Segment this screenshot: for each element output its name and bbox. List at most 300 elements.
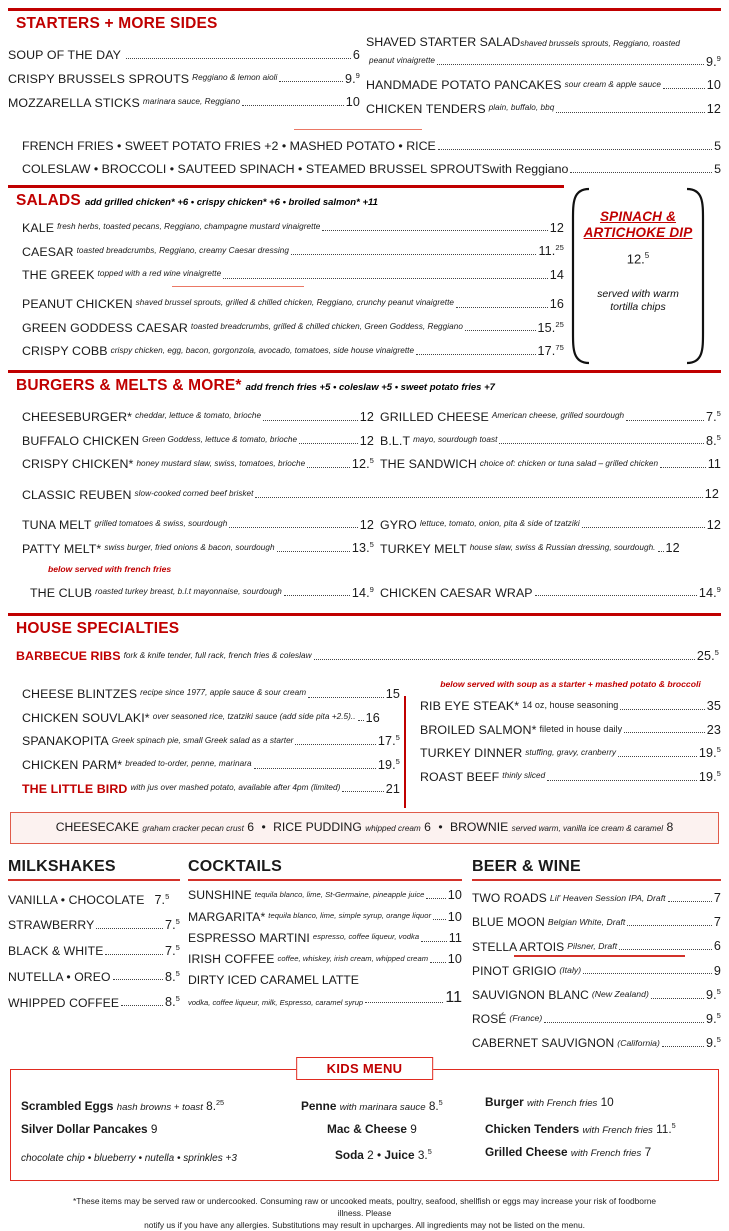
item-desc: choice of: chicken or tuna salad – grilled chicken — [479, 458, 659, 468]
item-name: CRISPY CHICKEN* — [22, 457, 134, 472]
item-desc: shaved brussel sprouts, grilled & chilled chicken, Reggiano, crunchy peanut vinaigrette — [135, 298, 455, 308]
item-name: CHEESE BLINTZES — [22, 687, 138, 702]
item-price: 14.$^9$ — [698, 584, 721, 600]
menu-item — [22, 755, 400, 772]
menu-item — [8, 484, 721, 501]
dot-leader — [322, 230, 547, 231]
item-name: BROWNIE — [449, 820, 509, 835]
item-name: MARGARITA* — [188, 909, 266, 924]
section-title-text: SALADS — [16, 192, 81, 210]
item-desc: with jus over mashed potato, available after 4pm (limited) — [130, 783, 341, 793]
menu-item — [301, 1122, 481, 1137]
section-title-burgers — [8, 377, 721, 396]
item-price: 19.$^5$ — [698, 745, 721, 761]
item-price: 7 — [713, 915, 721, 930]
item-price: 10 — [447, 909, 462, 924]
item-price: 12 — [359, 433, 374, 448]
item-desc: grilled tomatoes & swiss, sourdough — [94, 519, 228, 529]
burgers-columns-2 — [8, 508, 721, 562]
burgers-left-2 — [22, 508, 374, 562]
footer-disclaimer — [8, 1195, 721, 1231]
item-desc: slow-cooked corned beef brisket — [134, 488, 254, 498]
dot-leader — [570, 172, 712, 173]
item-name: B.L.T — [380, 433, 411, 448]
menu-item — [420, 720, 721, 737]
item-price: 10 — [447, 888, 462, 903]
item-name: WHIPPED COFFEE — [8, 995, 120, 1010]
item-name: DIRTY ICED CARAMEL LATTE — [188, 972, 359, 987]
burgers-left-3 — [30, 576, 374, 606]
item-name: CHICKEN SOUVLAKI* — [22, 710, 150, 725]
item-name: TURKEY MELT — [380, 541, 467, 556]
dot-leader — [626, 420, 704, 421]
kids-menu-box — [10, 1061, 719, 1181]
disclaimer-line-2: notify us if you have any allergies. Substitutions may result in upcharges. All ingredients may not be listed on the menu. — [144, 1220, 585, 1231]
menu-item — [472, 912, 721, 929]
item-price: 9.$^5$ — [705, 1011, 721, 1027]
item-name: CHICKEN PARM* — [22, 758, 123, 773]
item-name: THE CLUB — [30, 585, 93, 600]
item-price: 7.$^5$ — [164, 917, 180, 933]
dot-leader — [547, 780, 697, 781]
item-name: STELLA ARTOIS — [472, 939, 565, 954]
dessert-strip — [10, 812, 719, 844]
item-desc: whipped cream — [365, 824, 421, 834]
column-divider — [404, 696, 406, 808]
section-title-cocktails: COCKTAILS — [188, 858, 282, 876]
item-price: 11.25 — [538, 243, 564, 259]
item-name: CHICKEN CAESAR WRAP — [380, 585, 533, 600]
item-desc: roasted turkey breast, b.l.t mayonnaise, sourdough — [95, 586, 282, 596]
section-rule — [472, 879, 721, 881]
item-price: 8.$^5$ — [164, 994, 180, 1010]
dot-leader — [416, 354, 535, 355]
item-name: SOUP OF THE DAY — [8, 48, 122, 63]
item-desc: swiss burger, fried onions & bacon, sourdough — [104, 542, 275, 552]
dot-leader — [556, 112, 704, 113]
menu-item — [21, 1122, 301, 1137]
dot-leader — [223, 278, 548, 279]
section-subtitle: add french fries +5 • coleslaw +5 • sweet potato fries +7 — [245, 382, 495, 394]
item-price: 11.$^5$ — [656, 1121, 676, 1137]
menu-item — [472, 961, 721, 978]
menu-item — [366, 75, 721, 92]
item-name: GREEN GODDESS CAESAR — [22, 320, 188, 335]
menu-item — [8, 915, 180, 932]
item-price: 9.$^9$ — [344, 70, 360, 86]
item-price: 12 — [665, 541, 680, 556]
section-rule — [8, 370, 721, 373]
item-name: Grilled Cheese — [485, 1145, 568, 1160]
item-price: 6 — [247, 820, 255, 835]
menu-item — [22, 515, 374, 532]
item-price: 16 — [365, 710, 380, 725]
section-title-starters: STARTERS + MORE SIDES — [16, 15, 218, 32]
dot-leader — [456, 307, 548, 308]
item-name: SAUVIGNON BLANC — [472, 988, 589, 1003]
beer-wine-column — [462, 858, 721, 1057]
item-price: 9.$^9$ — [705, 53, 721, 69]
dot-leader — [358, 720, 364, 721]
item-desc: marinara sauce, Reggiano — [142, 96, 241, 106]
menu-item — [380, 407, 721, 424]
item-name-juice: Juice — [384, 1148, 415, 1163]
item-name: Silver Dollar Pancakes — [21, 1122, 148, 1137]
item-desc: with French fries — [526, 1098, 598, 1110]
dip-title-line2: ARTICHOKE DIP — [583, 225, 693, 241]
item-name: BUFFALO CHICKEN — [22, 433, 140, 448]
dot-leader — [279, 81, 343, 82]
dot-leader — [295, 744, 375, 745]
section-rule — [8, 613, 721, 616]
menu-item — [485, 1118, 708, 1138]
menu-item — [380, 583, 721, 600]
dot-leader — [121, 1005, 163, 1006]
burgers-left — [22, 400, 374, 478]
item-name: PATTY MELT* — [22, 541, 102, 556]
starters-grid — [8, 32, 721, 123]
item-price: 23 — [706, 722, 721, 737]
item-desc: vodka, coffee liqueur, milk, Espresso, caramel syrup — [188, 997, 364, 1007]
item-desc: sour cream & apple sauce — [564, 79, 661, 89]
menu-item — [22, 241, 564, 258]
item-desc: with marinara sauce — [339, 1102, 426, 1114]
cocktails-column — [180, 858, 462, 1057]
item-price: 11 — [707, 457, 721, 472]
dot-leader — [619, 949, 712, 950]
item-price: 7.$^5$ — [164, 942, 180, 959]
kids-column-3 — [481, 1088, 708, 1170]
item-name: CHICKEN TENDERS — [366, 102, 486, 117]
item-name: CRISPY COBB — [22, 344, 108, 359]
item-price: 12 — [359, 410, 374, 425]
menu-item — [420, 767, 721, 784]
house-left — [22, 670, 400, 802]
item-name: MOZZARELLA STICKS — [8, 95, 140, 110]
item-desc: 14 oz, house seasoning — [522, 700, 619, 711]
menu-item — [366, 36, 721, 69]
burgers-right-3 — [374, 576, 721, 606]
dot-leader — [433, 919, 446, 920]
menu-item — [22, 684, 400, 701]
milkshakes-column — [8, 858, 180, 1057]
item-desc: tequila blanco, lime, St-Germaine, pineapple juice — [254, 889, 425, 899]
disclaimer-line-1: *These items may be served raw or undercooked. Consuming raw or uncooked meats, poultry, seafood, shellfish or eggs may increase your risk of foodborne illness. Please — [72, 1196, 657, 1219]
dot-leader — [242, 105, 344, 106]
item-price: 8.$^5$ — [164, 968, 180, 984]
menu-item — [22, 731, 400, 748]
item-name: CLASSIC REUBEN — [22, 487, 132, 502]
section-salads — [8, 185, 721, 358]
item-desc-line2: peanut vinaigrette — [369, 55, 435, 65]
dot-leader — [126, 58, 351, 59]
accent-divider — [294, 129, 422, 131]
item-name: SHAVED STARTER SALAD — [366, 35, 521, 49]
item-name: CAESAR — [22, 244, 74, 259]
dot-leader — [146, 902, 152, 903]
item-name: BLUE MOON — [472, 915, 545, 930]
dot-leader — [291, 254, 536, 255]
item-desc: topped with a red wine vinaigrette — [97, 269, 222, 279]
menu-item — [188, 952, 462, 967]
section-subtitle: add grilled chicken* +6 • crispy chicken* +6 • broiled salmon* +11 — [84, 197, 378, 209]
item-price: 13.$^5$ — [351, 540, 374, 556]
burgers-right-2 — [374, 508, 721, 562]
item-price: 10 — [600, 1095, 614, 1110]
item-name: Chicken Tenders — [485, 1122, 580, 1137]
dot-leader — [342, 791, 383, 792]
menu-item — [472, 888, 721, 905]
item-price: 12 — [359, 517, 374, 532]
menu-item — [22, 265, 564, 282]
item-price: 5 — [714, 139, 721, 154]
dessert-item — [273, 820, 431, 834]
dot-leader — [254, 768, 376, 769]
item-desc: Belgian White, Draft — [547, 916, 626, 927]
item-desc: toasted breadcrumbs, grilled & chilled chicken, Green Goddess, Reggiano — [190, 321, 463, 331]
item-price: 8.25 — [206, 1098, 225, 1114]
item-desc: served warm, vanilla ice cream & caramel — [511, 824, 664, 834]
dot-leader — [583, 973, 712, 974]
menu-item — [188, 930, 462, 945]
menu-item — [380, 515, 721, 532]
item-price-juice: 3.$^5$ — [417, 1147, 432, 1163]
burgers-columns — [8, 400, 721, 478]
item-name: HANDMADE POTATO PANCAKES — [366, 78, 562, 93]
item-price: 35 — [706, 699, 721, 714]
dot-leader — [624, 732, 705, 733]
menu-item — [472, 1009, 721, 1026]
dessert-item — [56, 820, 254, 834]
item-name: PEANUT CHICKEN — [22, 297, 133, 311]
menu-item — [30, 583, 374, 600]
item-price: 25.$^5$ — [696, 648, 719, 664]
kids-column-1 — [21, 1088, 301, 1170]
menu-item — [301, 1095, 481, 1115]
menu-item — [188, 888, 462, 903]
item-price: 6 — [713, 939, 721, 954]
left-bracket-icon — [565, 187, 591, 365]
item-price: 16 — [549, 297, 564, 311]
item-price: 9 — [713, 963, 721, 978]
menu-item — [472, 936, 721, 953]
item-desc: coffee, whiskey, irish cream, whipped cream — [277, 953, 429, 963]
item-price: 12 — [706, 517, 721, 532]
dot-leader — [535, 595, 697, 596]
menu-item — [22, 407, 374, 424]
menu-item — [8, 890, 180, 907]
item-name: Scrambled Eggs — [21, 1099, 114, 1114]
item-price: 11 — [445, 988, 462, 1006]
menu-item — [380, 431, 721, 448]
item-name: VANILLA • CHOCOLATE — [8, 892, 145, 907]
item-desc: (France) — [509, 1013, 543, 1024]
item-price: 14.$^9$ — [351, 584, 374, 600]
item-desc: cheddar, lettuce & tomato, brioche — [135, 411, 262, 421]
item-desc — [121, 61, 124, 62]
item-price: 5 — [714, 162, 721, 177]
bullet-separator: • — [438, 820, 443, 835]
item-name: CHEESECAKE — [55, 820, 139, 835]
item-desc: (New Zealand) — [591, 989, 649, 1000]
item-name: TURKEY DINNER — [420, 746, 523, 761]
item-price: 7.$^5$ — [705, 408, 721, 425]
dot-leader — [308, 697, 384, 698]
item-desc: American cheese, grilled sourdough — [491, 411, 625, 421]
menu-item-feature — [8, 646, 721, 663]
dot-leader — [627, 925, 712, 926]
item-price: 8 — [666, 820, 674, 835]
item-desc: recipe since 1977, apple sauce & sour cream — [140, 688, 307, 698]
menu-item — [366, 99, 721, 116]
kids-pancake-options: chocolate chip • blueberry • nutella • sprinkles +3 — [21, 1153, 237, 1165]
item-name: CABERNET SAUVIGNON — [472, 1036, 615, 1051]
dot-leader — [651, 998, 704, 999]
item-desc: toasted breadcrumbs, Reggiano, creamy Caesar dressing — [76, 245, 290, 255]
item-price: 10 — [706, 78, 721, 93]
section-rule — [8, 185, 564, 188]
menu-item — [8, 69, 360, 86]
item-desc: thinly sliced — [502, 771, 546, 781]
dot-leader — [277, 551, 350, 552]
section-title-text: BURGERS & MELTS & MORE* — [16, 377, 242, 395]
item-price: 19.$^5$ — [698, 768, 721, 785]
item-name: THE SANDWICH — [380, 457, 477, 472]
item-price: 15 — [385, 687, 400, 702]
dot-leader — [582, 527, 705, 528]
item-name: KALE — [22, 220, 55, 235]
menu-item — [188, 989, 462, 1007]
section-rule — [8, 8, 721, 11]
menu-item — [22, 538, 374, 555]
dot-leader — [499, 443, 704, 444]
item-price: 7.$^5$ — [154, 891, 170, 907]
item-name: GYRO — [380, 517, 417, 532]
menu-item — [8, 941, 180, 958]
dot-leader — [662, 1046, 704, 1047]
item-price: 21 — [385, 781, 400, 796]
item-name: TWO ROADS — [472, 891, 547, 906]
item-name: FRENCH FRIES • SWEET POTATO FRIES +2 • MASHED POTATO • RICE — [22, 139, 436, 154]
item-name: Mac & Cheese — [327, 1122, 407, 1137]
item-desc: Reggiano & lemon aioli — [192, 73, 278, 83]
item-name: IRISH COFFEE — [188, 952, 275, 967]
dot-leader — [263, 420, 358, 421]
section-rule — [188, 879, 462, 881]
dot-leader — [105, 954, 163, 955]
section-title-milkshakes: MILKSHAKES — [8, 858, 116, 876]
menu-item — [420, 743, 721, 760]
item-price: 12 — [704, 487, 719, 502]
dot-leader — [421, 941, 447, 942]
item-desc: plain, buffalo, bbq — [488, 103, 555, 113]
item-name: RICE PUDDING — [273, 820, 362, 835]
item-desc: Lil' Heaven Session IPA, Draft — [549, 892, 666, 903]
item-desc: fork & knife tender, full rack, french fries & coleslaw — [123, 650, 312, 660]
house-note: below served with soup as a starter + mashed potato & broccoli — [440, 678, 701, 689]
item-desc-line1: shaved brussels sprouts, Reggiano, roasted — [520, 39, 680, 48]
item-price: 8.$^5$ — [428, 1098, 443, 1114]
item-name: ROSÉ — [472, 1012, 507, 1027]
menu-item — [380, 538, 721, 555]
item-price: 8.$^5$ — [705, 432, 721, 448]
item-name: GRILLED CHEESE — [380, 410, 489, 425]
salads-list — [8, 218, 564, 359]
dessert-item — [450, 820, 673, 834]
item-desc: Green Goddess, lettuce & tomato, brioche — [142, 434, 298, 444]
drinks-section — [8, 858, 721, 1057]
starters-left-column — [8, 32, 360, 123]
dot-leader — [365, 1002, 443, 1003]
section-title-house: HOUSE SPECIALTIES — [16, 620, 180, 638]
menu-item — [420, 696, 721, 713]
section-house-specialties — [8, 613, 721, 802]
dip-note-line1: served with warm — [597, 288, 679, 301]
item-desc: stuffing, gravy, cranberry — [525, 747, 617, 757]
item-desc: hash browns + toast — [116, 1102, 203, 1114]
bullet-separator: • — [376, 1148, 385, 1163]
section-rule — [8, 879, 180, 881]
section-starters — [8, 0, 721, 176]
menu-item — [188, 909, 462, 924]
dot-leader — [668, 901, 712, 902]
item-price: 9 — [410, 1122, 417, 1137]
item-price: 9 — [150, 1122, 158, 1137]
item-desc: breaded to-order, penne, marinara — [125, 759, 252, 769]
item-desc: tequila blanco, lime, simple syrup, orange liquor — [268, 910, 432, 920]
house-columns — [8, 670, 721, 802]
item-name: THE LITTLE BIRD — [22, 781, 128, 796]
dot-leader — [314, 659, 695, 660]
menu-item — [21, 1095, 301, 1115]
menu-item — [8, 45, 360, 62]
menu-item — [380, 454, 721, 471]
dot-leader — [96, 928, 163, 929]
spinach-artichoke-dip-box — [559, 187, 717, 365]
item-desc: lettuce, tomato, onion, pita & side of tzatziki — [419, 519, 580, 529]
item-desc: honey mustard slaw, swiss, tomatoes, brioche — [136, 458, 306, 468]
item-name: STRAWBERRY — [8, 918, 95, 933]
item-price: 11 — [448, 931, 462, 945]
dot-leader — [663, 88, 705, 89]
item-name: RIB EYE STEAK* — [420, 699, 520, 714]
starters-right-column — [360, 32, 721, 123]
item-name: Burger — [485, 1095, 524, 1110]
accent-divider — [172, 286, 304, 288]
menu-item-sides — [8, 139, 721, 153]
dot-leader — [658, 551, 664, 552]
item-price: 6 — [352, 48, 360, 63]
item-desc: house slaw, swiss & Russian dressing, sourdough. — [469, 542, 656, 552]
item-name: CRISPY BRUSSELS SPROUTS — [8, 71, 190, 86]
dot-leader — [284, 595, 350, 596]
right-bracket-icon — [685, 187, 711, 365]
menu-item — [8, 967, 180, 984]
item-name: Soda — [335, 1148, 364, 1163]
item-price: 15.25 — [537, 319, 564, 335]
kids-menu-tab: KIDS MENU — [296, 1057, 434, 1080]
dot-leader — [437, 64, 704, 65]
menu-item — [22, 454, 374, 471]
menu-item — [472, 985, 721, 1002]
dot-leader — [255, 497, 702, 498]
item-desc: with French fries — [582, 1125, 653, 1137]
menu-item — [301, 1144, 481, 1163]
item-price: 10 — [345, 95, 360, 110]
dot-leader — [426, 898, 445, 899]
item-name: TUNA MELT — [22, 517, 92, 532]
menu-item — [8, 992, 180, 1009]
